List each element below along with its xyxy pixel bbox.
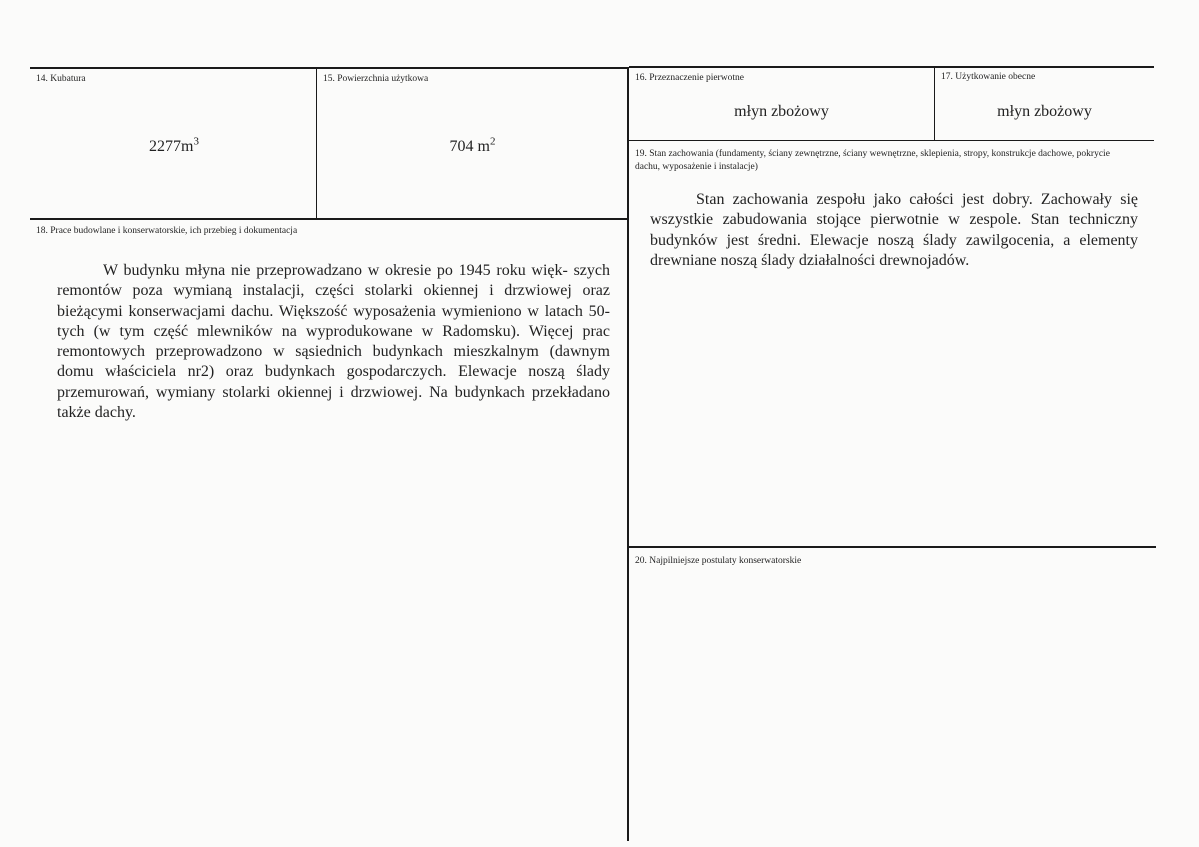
rule-under-14-15 <box>30 218 627 220</box>
powierzchnia-unit-exponent: 2 <box>489 135 496 148</box>
vertical-divider-main <box>627 67 629 841</box>
powierzchnia-label: 15. Powierzchnia użytkowa <box>323 74 429 84</box>
kubatura-unit-exponent: 3 <box>193 135 199 148</box>
stan-text: Stan zachowania zespołu jako całości jest dobry. Zachowały się wszystkie zabudowania stojące pierwotnie w zespole. Stan techniczny budynków jest średni. Elewacje noszą ślady zawilgocenia, a elementy drewniane noszą ślady działalności drewnojadów. <box>650 191 1138 269</box>
top-rule-left <box>30 67 627 69</box>
rule-under-16-17 <box>629 140 1154 141</box>
powierzchnia-value <box>318 135 627 156</box>
przeznaczenie-value: młyn zbożowy <box>734 103 829 120</box>
top-rule-right <box>629 66 1154 68</box>
prace-text: W budynku młyna nie przeprowadzano w okresie po 1945 roku więk- szych remontów poza wymianą instalacji, części stolarki okiennej i drzwiowej oraz bieżącymi konserwacjami dachu. Większość wyposażenia wymieniono w latach 50- tych (w tym część mlewników na wyprodukowane w Radomsku). Więcej prac remontowych przeprowadzono w sąsiednich budynkach mieszkalnym (dawnym domu właściciela nr2) oraz budynkach gospodarczych. Elewacje noszą ślady przemurowań, wymiany stolarki okiennej i drzwiowej. Na budynkach przekładano także dachy. <box>57 262 610 422</box>
stan-label: 19. Stan zachowania (fundamenty, ściany zewnętrzne, ściany wewnętrzne, sklepienia, stropy, konstrukcje dachowe, pokrycie dachu, wyposażenie i instalacje) <box>635 149 1110 172</box>
prace-label: 18. Prace budowlane i konserwatorskie, ich przebieg i dokumentacja <box>36 226 298 236</box>
uzytkowanie-label: 17. Użytkowanie obecne <box>941 72 1036 82</box>
powierzchnia-number: 704 m <box>449 138 490 155</box>
kubatura-value <box>32 135 316 156</box>
przeznaczenie-label: 16. Przeznaczenie pierwotne <box>635 73 744 83</box>
kubatura-number: 2277m <box>149 138 194 155</box>
kubatura-label: 14. Kubatura <box>36 74 86 84</box>
uzytkowanie-value: młyn zbożowy <box>997 103 1092 120</box>
rule-above-20 <box>629 546 1156 548</box>
vertical-divider-14-15 <box>316 68 317 219</box>
postulaty-label: 20. Najpilniejsze postulaty konserwatorskie <box>635 556 802 566</box>
